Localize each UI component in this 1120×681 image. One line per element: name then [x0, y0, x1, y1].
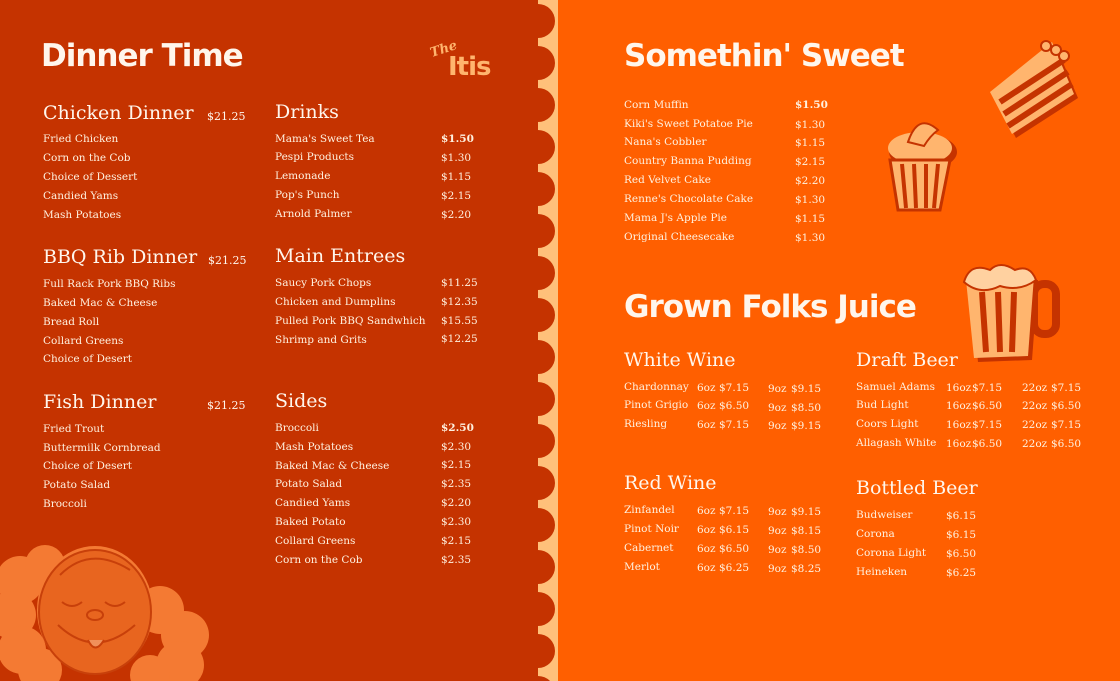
- list-item: Collard Greens: [275, 535, 356, 547]
- list-item: Fried Trout: [43, 423, 105, 435]
- item-price: $2.30: [441, 441, 472, 453]
- list-item: Heineken: [856, 566, 908, 578]
- list-item: Pinot Grigio: [624, 399, 689, 411]
- item-size: 22oz: [1022, 382, 1048, 394]
- item-size: 6oz: [697, 543, 716, 555]
- scallop-left: [538, 298, 555, 332]
- list-item: Corn Muffin: [624, 99, 689, 111]
- dinner-title: Dinner Time: [41, 38, 243, 74]
- list-item: Zinfandel: [624, 504, 675, 516]
- item-price: $9.15: [791, 506, 822, 518]
- list-item: Fried Chicken: [43, 133, 119, 145]
- list-item: Samuel Adams: [856, 381, 935, 393]
- scallop-left: [538, 4, 555, 38]
- item-size: 16oz: [946, 419, 972, 431]
- item-price: $1.50: [441, 133, 474, 145]
- item-price: $9.15: [791, 383, 822, 395]
- item-size: 16oz: [946, 438, 972, 450]
- item-price: $7.15: [1051, 419, 1082, 431]
- item-size: 9oz: [768, 383, 787, 395]
- list-item: Saucy Pork Chops: [275, 277, 372, 289]
- list-item: Renne's Chocolate Cake: [624, 193, 754, 205]
- list-item: Mama J's Apple Pie: [624, 212, 727, 224]
- scallop-left: [538, 466, 555, 500]
- list-item: Choice of Desert: [43, 460, 132, 472]
- list-item: Buttermilk Cornbread: [43, 442, 161, 454]
- list-item: Corona: [856, 528, 895, 540]
- item-price: $2.30: [441, 516, 472, 528]
- scallop-left: [538, 340, 555, 374]
- item-price: $6.50: [719, 400, 750, 412]
- item-price: $15.55: [441, 315, 478, 327]
- list-item: Candied Yams: [43, 190, 119, 202]
- item-price: $1.30: [795, 232, 826, 244]
- item-size: 6oz: [697, 562, 716, 574]
- fish-dinner-price: $21.25: [207, 399, 246, 412]
- list-item: Broccoli: [43, 498, 87, 510]
- item-price: $6.15: [946, 510, 977, 522]
- list-item: Mash Potatoes: [43, 209, 122, 221]
- list-item: Potato Salad: [275, 478, 343, 490]
- item-price: $2.35: [441, 478, 472, 490]
- beer-mug-icon: [960, 262, 1060, 367]
- list-item: Lemonade: [275, 170, 331, 182]
- item-price: $12.25: [441, 333, 478, 345]
- list-item: Allagash White: [856, 437, 937, 449]
- list-item: Potato Salad: [43, 479, 111, 491]
- item-size: 9oz: [768, 544, 787, 556]
- item-price: $8.50: [791, 544, 822, 556]
- white-wine-title: White Wine: [624, 349, 736, 371]
- item-price: $1.30: [441, 152, 472, 164]
- item-size: 9oz: [768, 506, 787, 518]
- list-item: Baked Mac & Cheese: [43, 297, 158, 309]
- list-item: Choice of Dessert: [43, 171, 138, 183]
- item-price: $2.20: [795, 175, 826, 187]
- item-price: $9.15: [791, 420, 822, 432]
- scallop-left: [538, 424, 555, 458]
- item-price: $8.50: [791, 402, 822, 414]
- item-price: $1.30: [795, 119, 826, 131]
- scallop-left: [538, 214, 555, 248]
- list-item: Collard Greens: [43, 335, 124, 347]
- list-item: Broccoli: [275, 422, 319, 434]
- bottled-beer-title: Bottled Beer: [856, 477, 978, 499]
- list-item: Bread Roll: [43, 316, 100, 328]
- list-item: Merlot: [624, 561, 660, 573]
- item-price: $6.50: [1051, 400, 1082, 412]
- bbq-dinner-price: $21.25: [208, 254, 247, 267]
- scallop-left: [538, 508, 555, 542]
- item-price: $2.50: [441, 422, 474, 434]
- item-size: 6oz: [697, 382, 716, 394]
- list-item: Riesling: [624, 418, 668, 430]
- list-item: Mama's Sweet Tea: [275, 133, 375, 145]
- item-price: $12.35: [441, 296, 478, 308]
- cake-slice-icon: [986, 38, 1086, 148]
- list-item: Chicken and Dumplins: [275, 296, 396, 308]
- scallop-left: [538, 130, 555, 164]
- item-size: 9oz: [768, 402, 787, 414]
- juice-title: Grown Folks Juice: [624, 289, 916, 325]
- list-item: Cabernet: [624, 542, 674, 554]
- scallop-left: [538, 634, 555, 668]
- red-wine-title: Red Wine: [624, 472, 717, 494]
- list-item: Red Velvet Cake: [624, 174, 711, 186]
- fish-dinner-title: Fish Dinner: [43, 391, 157, 413]
- scallop-left: [538, 382, 555, 416]
- item-size: 9oz: [768, 420, 787, 432]
- list-item: Pulled Pork BBQ Sandwhich: [275, 315, 426, 327]
- item-price: $2.35: [441, 554, 472, 566]
- item-price: $6.25: [946, 567, 977, 579]
- list-item: Full Rack Pork BBQ Ribs: [43, 278, 176, 290]
- list-item: Corona Light: [856, 547, 927, 559]
- logo-the: The: [428, 38, 460, 61]
- list-item: Chardonnay: [624, 381, 689, 393]
- list-item: Kiki's Sweet Potatoe Pie: [624, 118, 753, 130]
- list-item: Country Banna Pudding: [624, 155, 752, 167]
- item-price: $2.15: [441, 459, 472, 471]
- item-price: $7.15: [972, 419, 1003, 431]
- sides-title: Sides: [275, 390, 328, 412]
- item-price: $2.20: [441, 497, 472, 509]
- list-item: Budweiser: [856, 509, 913, 521]
- scallop-left: [538, 550, 555, 584]
- item-price: $2.20: [441, 209, 472, 221]
- item-size: 9oz: [768, 563, 787, 575]
- scallop-left: [538, 592, 555, 626]
- scallop-left: [538, 256, 555, 290]
- chicken-dinner-price: $21.25: [207, 110, 246, 123]
- item-size: 16oz: [946, 382, 972, 394]
- dinner-panel: [0, 0, 558, 681]
- item-size: 6oz: [697, 524, 716, 536]
- list-item: Nana's Cobbler: [624, 136, 707, 148]
- list-item: Pespi Products: [275, 151, 354, 163]
- cupcake-icon: [878, 112, 963, 217]
- list-item: Corn on the Cob: [275, 554, 363, 566]
- list-item: Shrimp and Grits: [275, 334, 367, 346]
- chicken-dinner-title: Chicken Dinner: [43, 102, 194, 124]
- scallop-left: [538, 88, 555, 122]
- item-price: $6.15: [719, 524, 750, 536]
- item-price: $2.15: [441, 535, 472, 547]
- list-item: Mash Potatoes: [275, 441, 354, 453]
- item-price: $6.15: [946, 529, 977, 541]
- item-price: $1.30: [795, 194, 826, 206]
- item-price: $7.15: [1051, 382, 1082, 394]
- item-price: $1.50: [795, 99, 828, 111]
- item-size: 22oz: [1022, 438, 1048, 450]
- item-price: $2.15: [795, 156, 826, 168]
- item-size: 9oz: [768, 525, 787, 537]
- list-item: Corn on the Cob: [43, 152, 131, 164]
- scallop-left: [538, 172, 555, 206]
- item-size: 16oz: [946, 400, 972, 412]
- list-item: Choice of Desert: [43, 353, 132, 365]
- item-price: $11.25: [441, 277, 478, 289]
- sweets-drinks-panel: [558, 0, 1120, 681]
- list-item: Arnold Palmer: [275, 208, 352, 220]
- draft-beer-title: Draft Beer: [856, 349, 958, 371]
- item-price: $6.50: [972, 400, 1003, 412]
- list-item: Pop's Punch: [275, 189, 340, 201]
- sweet-title: Somethin' Sweet: [624, 38, 904, 74]
- scallop-left: [538, 46, 555, 80]
- item-size: 6oz: [697, 400, 716, 412]
- item-price: $8.25: [791, 563, 822, 575]
- bbq-dinner-title: BBQ Rib Dinner: [43, 246, 198, 268]
- item-price: $1.15: [441, 171, 472, 183]
- list-item: Candied Yams: [275, 497, 351, 509]
- list-item: Baked Potato: [275, 516, 346, 528]
- girl-face-illustration: [0, 540, 215, 681]
- list-item: Baked Mac & Cheese: [275, 460, 390, 472]
- item-price: $6.25: [719, 562, 750, 574]
- logo-name: Itis: [448, 52, 491, 82]
- itis-logo: [430, 40, 510, 90]
- drinks-title: Drinks: [275, 101, 339, 123]
- item-price: $7.15: [972, 382, 1003, 394]
- item-size: 22oz: [1022, 400, 1048, 412]
- item-price: $2.15: [441, 190, 472, 202]
- item-price: $8.15: [791, 525, 822, 537]
- item-price: $6.50: [719, 543, 750, 555]
- list-item: Coors Light: [856, 418, 919, 430]
- item-price: $6.50: [946, 548, 977, 560]
- item-price: $6.50: [972, 438, 1003, 450]
- list-item: Pinot Noir: [624, 523, 679, 535]
- item-price: $7.15: [719, 419, 750, 431]
- main-entrees-title: Main Entrees: [275, 245, 406, 267]
- item-price: $6.50: [1051, 438, 1082, 450]
- item-price: $7.15: [719, 382, 750, 394]
- item-price: $1.15: [795, 137, 826, 149]
- item-size: 6oz: [697, 419, 716, 431]
- list-item: Original Cheesecake: [624, 231, 735, 243]
- item-price: $7.15: [719, 505, 750, 517]
- item-price: $1.15: [795, 213, 826, 225]
- scallop-left: [538, 676, 555, 681]
- item-size: 6oz: [697, 505, 716, 517]
- list-item: Bud Light: [856, 399, 909, 411]
- item-size: 22oz: [1022, 419, 1048, 431]
